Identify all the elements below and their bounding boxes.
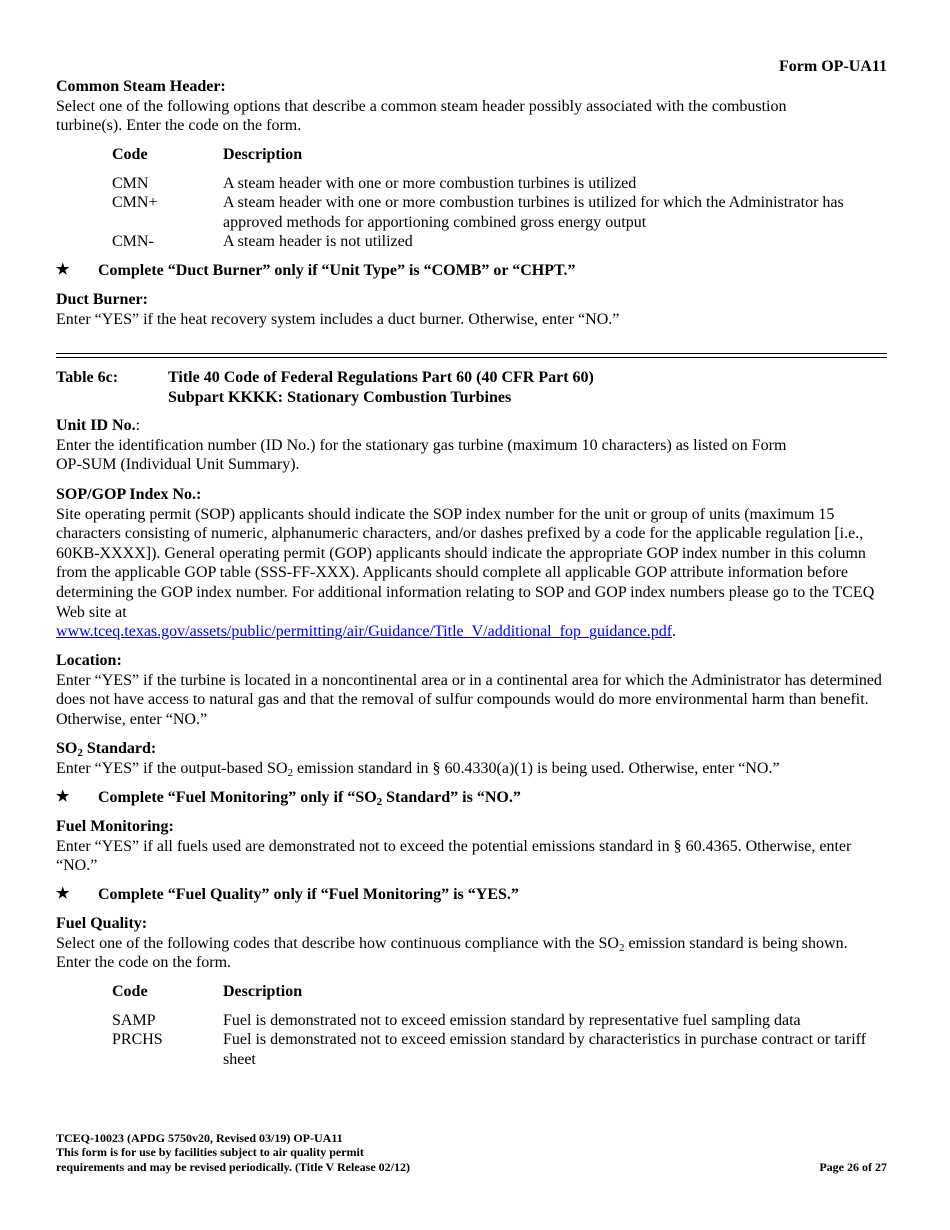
col-code-header: Code: [112, 146, 148, 163]
star-icon: ★: [56, 262, 70, 278]
section-heading: Fuel Quality:: [56, 915, 148, 932]
note-duct-burner: [56, 261, 575, 281]
link-period: .: [672, 623, 677, 641]
section-heading: Common Steam Header:: [56, 78, 226, 95]
section-text: Enter the identification number (ID No.) for the stationary gas turbine (maximum 10 characters) as listed on Form OP-SUM (Individual Unit Summary).: [56, 436, 787, 474]
divider: [56, 357, 887, 358]
common-steam-header-section: [56, 77, 896, 136]
section-text: Enter “YES” if the turbine is located in a noncontinental area or in a continental area for which the Administrator has determined does not have access to natural gas and that the removal of sulfur compounds would do more environmental harm than benefit. Otherwise, enter “NO.”: [56, 671, 882, 728]
col-code-header: Code: [112, 983, 148, 1000]
code-row: [112, 193, 902, 232]
code-row: [112, 174, 902, 194]
location-section: [56, 651, 896, 729]
table-6c-heading: [56, 368, 594, 407]
tceq-guidance-link[interactable]: www.tceq.texas.gov/assets/public/permitting/air/Guidance/Title_V/additional_fop_guidance.pdf: [56, 623, 673, 641]
section-heading: Fuel Monitoring:: [56, 818, 174, 835]
code-value: CMN: [112, 174, 149, 192]
fuel-quality-code-table: [112, 982, 902, 1069]
code-row: [112, 1030, 902, 1069]
footer: [56, 1131, 410, 1174]
section-text: Site operating permit (SOP) applicants should indicate the SOP index number for the unit or group of units (maximum 15 characters consisting of numeric, alphanumeric characters, and/or dashes prefixed by a code for the applicable regulation [i.e., 60KB-XXXX]). General operating permit (GOP) applicants should indicate the appropriate GOP index number in this column from the applicable GOP table (SSS-FF-XXX). Applicants should complete all applicable GOP attribute information before determining the GOP index number. For additional information relating to SOP and GOP index numbers please go to the TCEQ Web site at: [56, 505, 875, 621]
code-value: SAMP: [112, 1011, 156, 1029]
star-icon: ★: [56, 886, 70, 902]
unit-id-section: [56, 416, 896, 475]
form-id: Form OP-UA11: [779, 58, 887, 75]
code-table-header: [112, 982, 902, 1002]
section-text: Select one of the following codes that describe how continuous compliance with the $SO_2$ emission standard is being shown. Enter the code on the form.: [56, 934, 848, 972]
code-row: [112, 232, 902, 252]
fuel-monitoring-section: [56, 817, 896, 876]
col-desc-header: Description: [223, 983, 303, 1000]
code-row: [112, 1011, 902, 1031]
divider: [56, 353, 887, 354]
code-description: Fuel is demonstrated not to exceed emission standard by representative fuel sampling data: [223, 1011, 801, 1029]
steam-header-code-table: [112, 145, 902, 252]
section-heading: Location:: [56, 652, 122, 669]
section-text: Select one of the following options that describe a common steam header possibly associated with the combustion turbine(s). Enter the code on the form.: [56, 97, 787, 135]
section-heading: Duct Burner:: [56, 291, 148, 308]
footer-line: TCEQ-10023 (APDG 5750v20, Revised 03/19) OP-UA11: [56, 1131, 343, 1145]
duct-burner-section: [56, 290, 896, 329]
section-text: Enter “YES” if the heat recovery system includes a duct burner. Otherwise, enter “NO.”: [56, 310, 620, 328]
section-heading: SOP/GOP Index No.:: [56, 486, 202, 503]
footer-line: This form is for use by facilities subject to air quality permit: [56, 1145, 364, 1160]
heading-colon: :: [135, 417, 141, 434]
col-desc-header: Description: [223, 146, 303, 163]
table-title-line2: Subpart KKKK: Stationary Combustion Turbines: [168, 388, 512, 406]
code-description: Fuel is demonstrated not to exceed emission standard by characteristics in purchase contract or tariff sheet: [223, 1031, 867, 1068]
code-description: A steam header is not utilized: [223, 233, 413, 251]
section-text: Enter “YES” if all fuels used are demonstrated not to exceed the potential emissions standard in § 60.4365. Otherwise, enter “NO.”: [56, 837, 852, 875]
sop-gop-section: [56, 485, 896, 642]
fuel-quality-section: [56, 914, 896, 973]
code-value: CMN-: [112, 233, 154, 251]
table-title-line1: Title 40 Code of Federal Regulations Part 60 (40 CFR Part 60): [168, 369, 594, 386]
note-text: Complete “Fuel Monitoring” only if “$SO_2$ Standard” is “NO.”: [98, 789, 521, 808]
so2-standard-section: [56, 739, 896, 778]
section-heading: $SO_2$ Standard:: [56, 740, 157, 759]
note-fuel-quality: [56, 885, 519, 905]
star-icon: ★: [56, 789, 70, 805]
footer-line: requirements and may be revised periodically. (Title V Release 02/12): [56, 1159, 410, 1174]
table-label: Table 6c:: [56, 369, 119, 386]
section-text: Enter “YES” if the output-based $SO_2$ emission standard in § 60.4330(a)(1) is being used. Otherwise, enter “NO.”: [56, 759, 780, 779]
code-table-header: [112, 145, 902, 165]
code-description: A steam header with one or more combustion turbines is utilized: [223, 174, 637, 192]
section-heading: Unit ID No.: [56, 417, 136, 434]
note-fuel-monitoring: [56, 788, 521, 808]
code-description: A steam header with one or more combustion turbines is utilized for which the Administrator has approved methods for apportioning combined gross energy output: [223, 194, 844, 231]
note-text: Complete “Fuel Quality” only if “Fuel Monitoring” is “YES.”: [98, 886, 519, 903]
code-value: CMN+: [112, 194, 158, 212]
page-number: Page 26 of 27: [819, 1160, 887, 1174]
code-value: PRCHS: [112, 1031, 163, 1049]
note-text: Complete “Duct Burner” only if “Unit Type” is “COMB” or “CHPT.”: [98, 262, 576, 279]
